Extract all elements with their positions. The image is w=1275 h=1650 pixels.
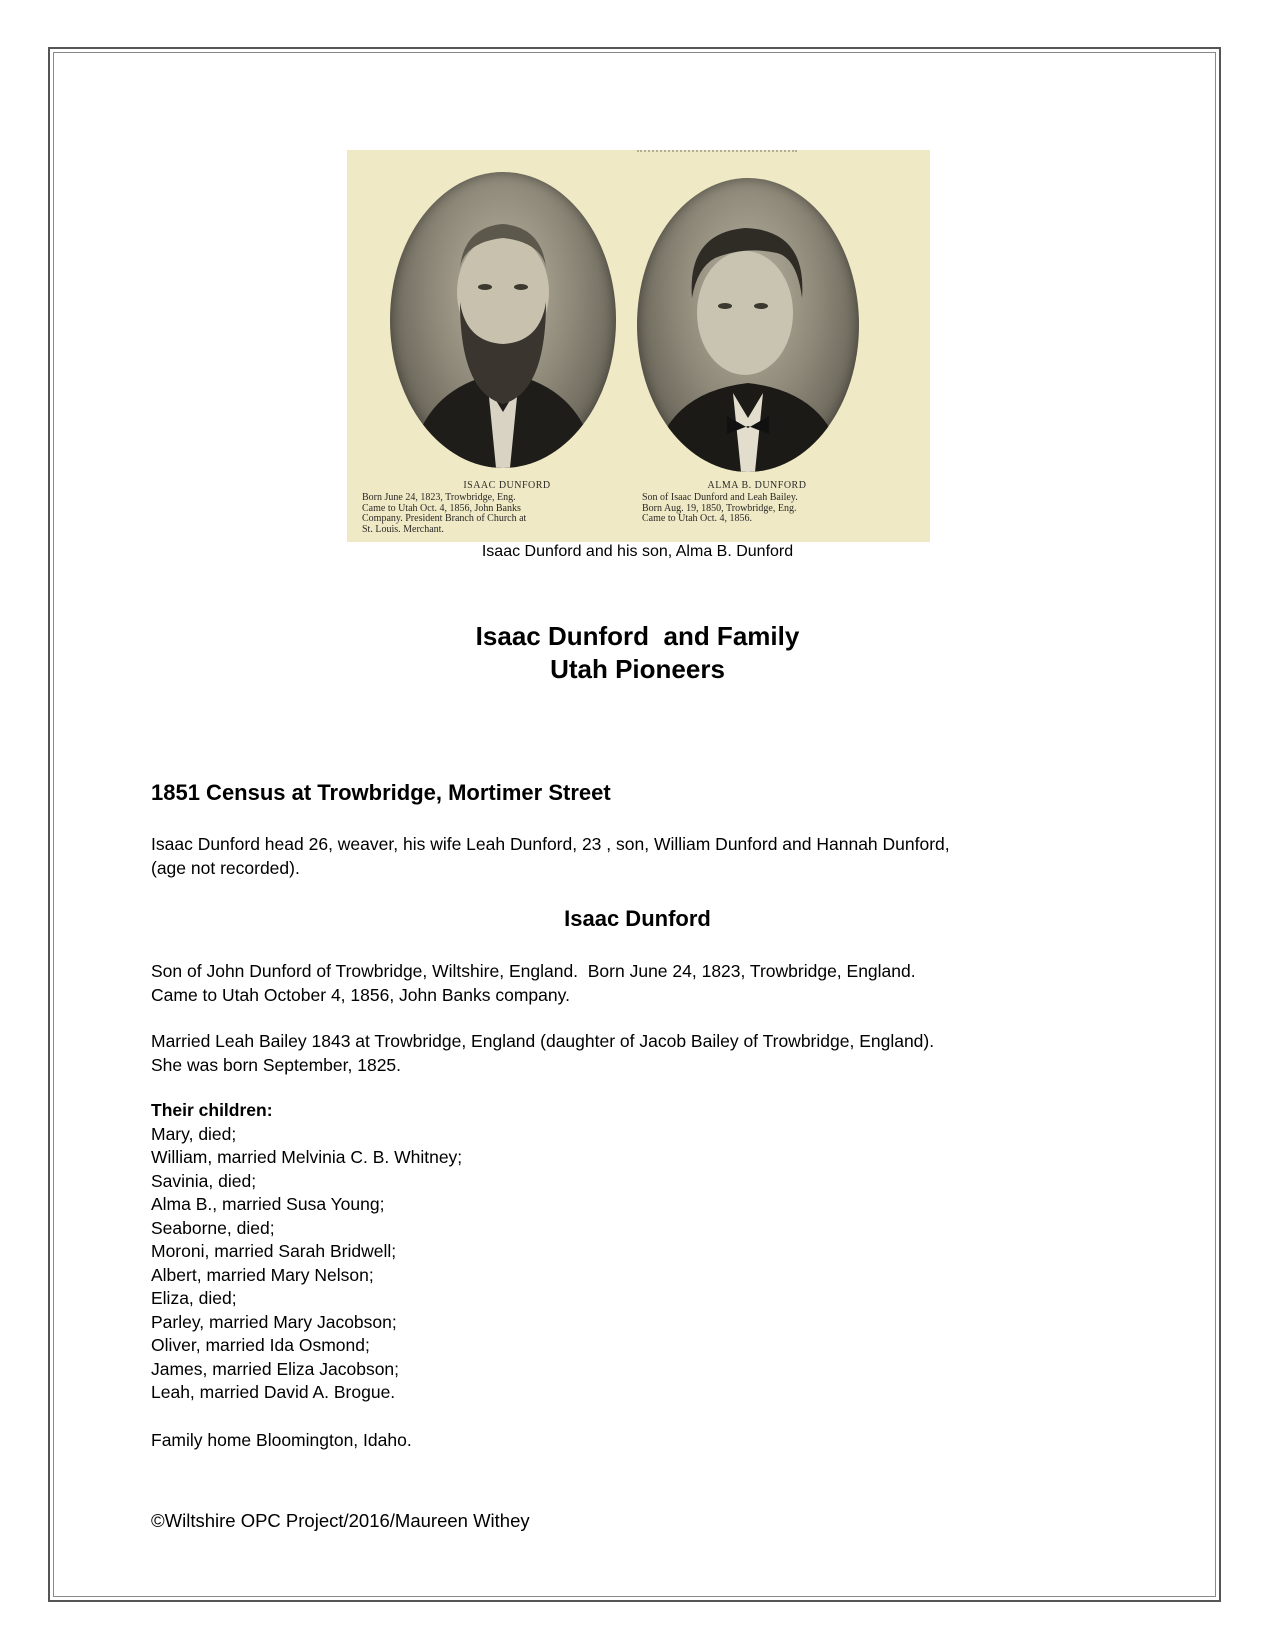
list-item: Alma B., married Susa Young; (151, 1194, 385, 1214)
engraving-line: St. Louis. Merchant. (362, 523, 444, 535)
engraving-name-alma: ALMA B. DUNFORD (707, 480, 807, 491)
bio-paragraph-marriage (151, 1030, 1131, 1077)
list-item: William, married Melvinia C. B. Whitney; (151, 1147, 463, 1167)
engraving-line: Came to Utah Oct. 4, 1856. (642, 513, 752, 524)
engraving-line: Born June 24, 1823, Trowbridge, Eng. (362, 492, 516, 503)
portrait-photo (347, 150, 930, 542)
census-heading: 1851 Census at Trowbridge, Mortimer Street (151, 780, 611, 805)
engraving-text-isaac (362, 493, 624, 535)
bio-line: Son of John Dunford of Trowbridge, Wiltshire, England. Born June 24, 1823, Trowbridge, England. (151, 961, 916, 981)
list-item: Seaborne, died; (151, 1217, 275, 1238)
list-item: Moroni, married Sarah Bridwell; (151, 1241, 397, 1261)
children-list (151, 1099, 1131, 1405)
engraving-name-isaac: ISAAC DUNFORD (463, 480, 551, 491)
title-line-2: Utah Pioneers (550, 654, 725, 684)
engraving-line: Company. President Branch of Church at (362, 513, 527, 524)
list-item: Mary, died; (151, 1123, 237, 1144)
photo-caption: Isaac Dunford and his son, Alma B. Dunford (481, 543, 794, 560)
bio-paragraph-birth (151, 960, 1131, 1007)
portrait-alma-b-dunford (637, 178, 859, 472)
family-home: Family home Bloomington, Idaho. (151, 1430, 412, 1450)
list-item: Leah, married David A. Brogue. (151, 1382, 396, 1402)
children-heading: Their children: (151, 1100, 273, 1120)
census-line: (age not recorded). (151, 857, 300, 878)
census-line: Isaac Dunford head 26, weaver, his wife Leah Dunford, 23 , son, William Dunford and Hannah Dunford, (151, 834, 950, 854)
bio-line: Married Leah Bailey 1843 at Trowbridge, England (daughter of Jacob Bailey of Trowbridge, England). (151, 1031, 935, 1051)
engraving-line: Came to Utah Oct. 4, 1856, John Banks (362, 502, 521, 514)
page-title (0, 620, 1275, 686)
list-item: Parley, married Mary Jacobson; (151, 1311, 397, 1332)
list-item: Eliza, died; (151, 1288, 237, 1308)
bio-line: She was born September, 1825. (151, 1054, 402, 1075)
copyright-footer: ©Wiltshire OPC Project/2016/Maureen Withey (151, 1510, 530, 1531)
title-line-1: Isaac Dunford and Family (475, 621, 800, 651)
list-item: Albert, married Mary Nelson; (151, 1264, 374, 1285)
census-paragraph (151, 833, 1131, 880)
portrait-isaac-dunford (390, 172, 616, 468)
engraving-line: Born Aug. 19, 1850, Trowbridge, Eng. (642, 502, 797, 514)
engraving-text-alma (642, 493, 912, 525)
photo-faded-text (637, 150, 797, 158)
bio-heading: Isaac Dunford (564, 906, 711, 931)
list-item: Oliver, married Ida Osmond; (151, 1335, 370, 1355)
engraving-line: Son of Isaac Dunford and Leah Bailey. (642, 492, 798, 503)
list-item: Savinia, died; (151, 1170, 257, 1191)
bio-line: Came to Utah October 4, 1856, John Banks company. (151, 984, 570, 1005)
list-item: James, married Eliza Jacobson; (151, 1358, 400, 1379)
